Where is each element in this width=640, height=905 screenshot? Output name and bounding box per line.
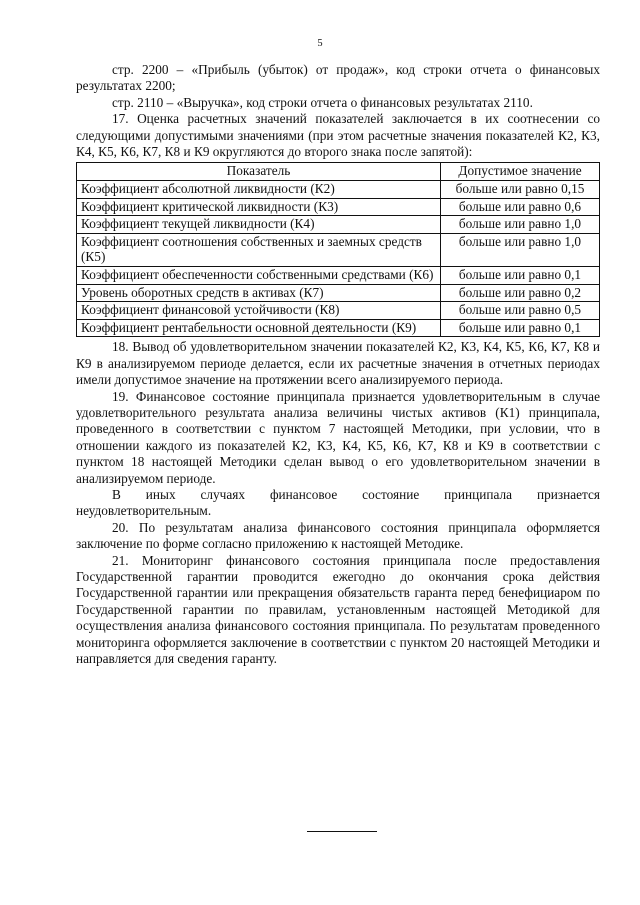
table-row: [77, 216, 600, 234]
table-row: [77, 181, 600, 199]
table-row: [77, 302, 600, 320]
table-row: [77, 198, 600, 216]
paragraph-21: 21. Мониторинг финансового состояния принципала после предоставления Государственной гарантии проводится ежегодно до окончания срока действия Государственной гарантии или прекращения обязательств гаранта перед бенефициаром по Государственной гарантии по правилам, установленным настоящей Методикой для осуществления анализа финансового состояния принципала. По результатам проведенного мониторинга оформляется заключение в соответствии с пунктом 20 настоящей Методики и направляется для сведения гаранту.: [76, 552, 600, 667]
paragraph-19: 19. Финансовое состояние принципала признается удовлетворительным в случае удовлетворительного результата анализа величины чистых активов (К1) принципала, проведенного в соответствии с пунктом 7 настоящей Методики, при условии, что в отношении каждого из показателей К2, К3, К4, К5, К6, К7, К8 и К9 в соответствии с пунктом 18 настоящей Методики сделан вывод о его удовлетворительном значении в анализируемом периоде.: [76, 388, 600, 486]
paragraph-line-2110: стр. 2110 – «Выручка», код строки отчета о финансовых результатах 2110.: [112, 94, 533, 110]
table-cell-value: больше или равно 1,0: [441, 233, 600, 266]
table-cell-value: больше или равно 0,1: [441, 319, 600, 337]
page-number: 5: [317, 38, 323, 49]
table-row: [77, 233, 600, 266]
paragraph-19-continued: В иных случаях финансовое состояние принципала признается неудовлетворительным.: [76, 487, 600, 519]
paragraph-17: 17. Оценка расчетных значений показателей заключается в их соотнесении со следующими допустимыми значениями (при этом расчетные значения показателей К2, К3, К4, К5, К6, К7, К8 и К9 округляются до второго знака после запятой):: [76, 111, 600, 160]
table-cell-value: больше или равно 1,0: [441, 216, 600, 234]
table-cell-value: больше или равно 0,15: [441, 181, 600, 199]
document-body: [76, 62, 600, 668]
table-cell-name: Коэффициент абсолютной ликвидности (К2): [77, 181, 441, 199]
footer-divider: [307, 831, 377, 832]
paragraph-18: 18. Вывод об удовлетворительном значении показателей К2, К3, К4, К5, К6, К7, К8 и К9 в анализируемом периоде делается, если их расчетные значения в отчетных периодах имели допустимое значение на протяжении всего анализируемого периода.: [76, 339, 600, 388]
table-cell-value: больше или равно 0,5: [441, 302, 600, 320]
table-header-row: [77, 163, 600, 181]
table-cell-name: Коэффициент критической ликвидности (К3): [77, 198, 441, 216]
table-cell-name: Уровень оборотных средств в активах (К7): [77, 284, 441, 302]
table-cell-name: Коэффициент финансовой устойчивости (К8): [77, 302, 441, 320]
table-cell-name: Коэффициент обеспеченности собственными средствами (К6): [77, 267, 441, 285]
indicators-table: [76, 162, 600, 337]
table-cell-value: больше или равно 0,1: [441, 267, 600, 285]
table-header-allowed-value: Допустимое значение: [441, 163, 600, 181]
paragraph-20: 20. По результатам анализа финансового состояния принципала оформляется заключение по форме согласно приложению к настоящей Методике.: [76, 519, 600, 552]
table-row: [77, 267, 600, 285]
paragraph-line-2200: стр. 2200 – «Прибыль (убыток) от продаж», код строки отчета о финансовых результатах 2200;: [76, 62, 600, 94]
table-row: [77, 319, 600, 337]
table-row: [77, 284, 600, 302]
table-cell-name: Коэффициент соотношения собственных и заемных средств (К5): [77, 233, 441, 266]
table-header-indicator: Показатель: [77, 163, 441, 181]
table-cell-name: Коэффициент текущей ликвидности (К4): [77, 216, 441, 234]
table-cell-name: Коэффициент рентабельности основной деятельности (К9): [77, 319, 441, 337]
table-cell-value: больше или равно 0,2: [441, 284, 600, 302]
table-cell-value: больше или равно 0,6: [441, 198, 600, 216]
